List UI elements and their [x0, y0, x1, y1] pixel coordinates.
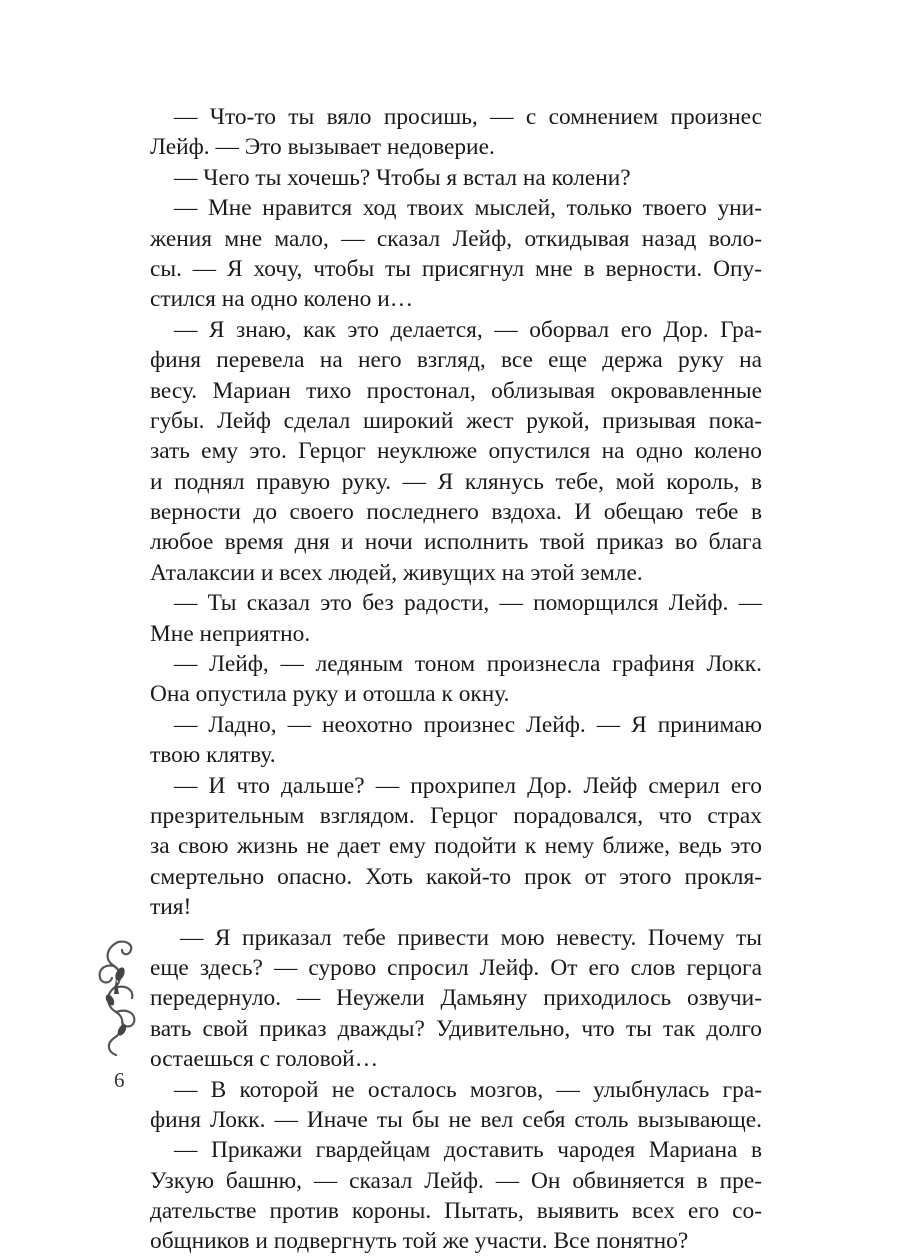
text-line: передернуло. — Неужели Дамьяну приходилось озвучи-: [150, 985, 762, 1012]
text-line: за свою жизнь не дает ему подойти к нему ближе, ведь это: [150, 833, 762, 860]
text-line: — Прикажи гвардейцам доставить чародея Мариана в: [174, 1137, 762, 1164]
text-line: твою клятву.: [150, 742, 276, 769]
text-line: остаешься с головой…: [150, 1046, 379, 1073]
text-line: Узкую башню, — сказал Лейф. — Он обвиняется в пре-: [150, 1167, 762, 1194]
text-line: губы. Лейф сделал широкий жест рукой, призывая пока-: [150, 407, 762, 434]
text-line: — Я знаю, как это делается, — оборвал его Дор. Гра-: [174, 316, 762, 343]
text-line: общников и подвергнуть той же участи. Все понятно?: [150, 1228, 689, 1255]
text-line: — Ладно, — неохотно произнес Лейф. — Я принимаю: [174, 711, 762, 738]
text-line: — И что дальше? — прохрипел Дор. Лейф смерил его: [174, 772, 762, 799]
floral-vine-ornament-icon: [92, 938, 144, 1058]
text-line: — Чего ты хочешь? Чтобы я встал на колени?: [174, 164, 631, 191]
text-line: Мне неприятно.: [150, 620, 311, 647]
text-line: верности до своего последнего вздоха. И обещаю тебе в: [150, 499, 762, 526]
text-line: — Что-то ты вяло просишь, — с сомнением произнес: [174, 104, 762, 130]
text-line: Аталаксии и всех людей, живущих на этой земле.: [150, 559, 643, 586]
text-line: дательстве против короны. Пытать, выявить всех его со-: [150, 1198, 762, 1225]
text-line: финя перевела на него взгляд, все еще держа руку на: [150, 347, 762, 374]
text-line: смертельно опасно. Хоть какой-то прок от этого прокля-: [150, 863, 762, 890]
text-line: — Лейф, — ледяным тоном произнесла графиня Локк.: [174, 651, 762, 678]
page-number: 6: [114, 1068, 125, 1092]
text-line: — В которой не осталось мозгов, — улыбнулась гра-: [174, 1076, 762, 1103]
text-line: зать ему это. Герцог неуклюже опустился на одно колено: [150, 438, 762, 465]
text-line: весу. Мариан тихо простонал, облизывая окровавленные: [150, 377, 762, 404]
text-line: — Мне нравится ход твоих мыслей, только твоего уни-: [174, 195, 762, 222]
text-line: Лейф. — Это вызывает недоверие.: [150, 134, 495, 161]
text-line: любое время дня и ночи исполнить твой приказ во блага: [150, 529, 762, 556]
text-line: тия!: [150, 894, 192, 921]
text-line: Она опустила руку и отошла к окну.: [150, 681, 510, 708]
text-line: вать свой приказ дважды? Удивительно, что ты так долго: [150, 1015, 762, 1042]
text-line: жения мне мало, — сказал Лейф, откидывая назад воло-: [150, 225, 762, 252]
text-line: — Ты сказал это без радости, — поморщился Лейф. —: [174, 590, 762, 617]
text-line: и поднял правую руку. — Я клянусь тебе, мой король, в: [150, 468, 762, 495]
text-line: — Я приказал тебе привести мою невесту. Почему ты: [180, 924, 762, 951]
text-line: сы. — Я хочу, чтобы ты присягнул мне в верности. Опу-: [150, 255, 762, 282]
page-body-text: [150, 102, 762, 1257]
text-line: презрительным взглядом. Герцог порадовался, что страх: [150, 802, 762, 829]
text-line: финя Локк. — Иначе ты бы не вел себя столь вызывающе.: [150, 1106, 762, 1133]
text-line: еще здесь? — сурово спросил Лейф. От его слов герцога: [150, 954, 762, 981]
text-line: стился на одно колено и…: [150, 286, 414, 313]
